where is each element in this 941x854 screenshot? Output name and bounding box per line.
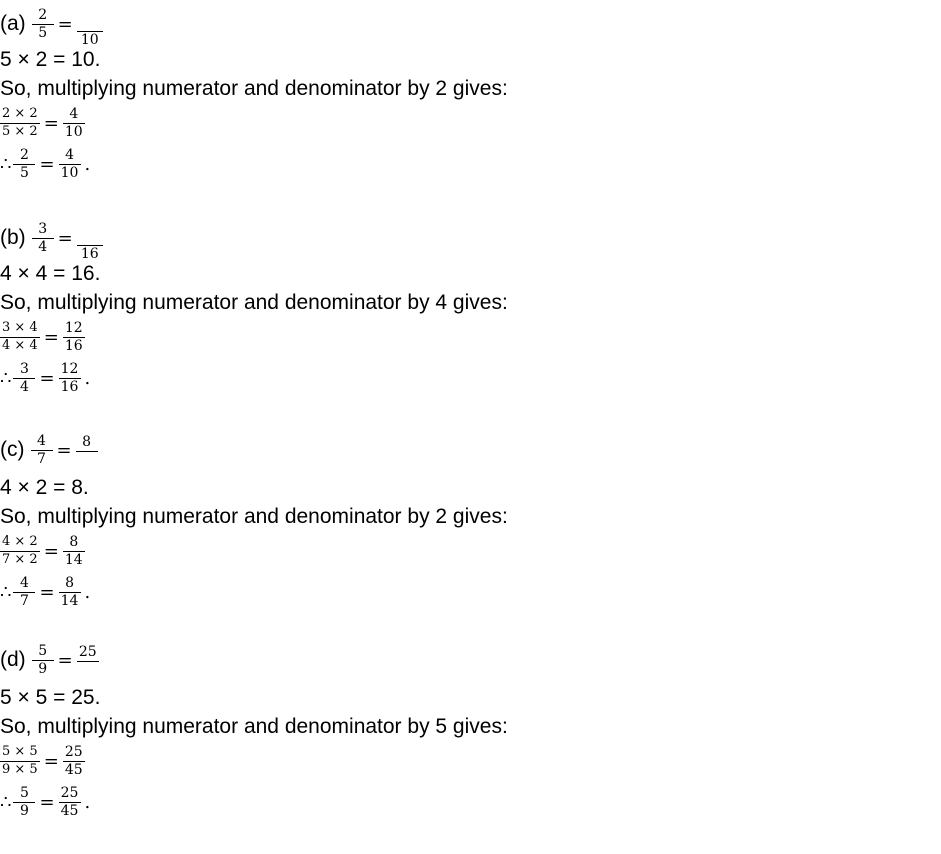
numerator: 12 [59, 361, 81, 379]
conclusion-fraction [13, 147, 35, 182]
work-line [0, 741, 85, 781]
denominator: 45 [60, 802, 79, 819]
denominator: 16 [64, 337, 83, 354]
denominator: 10 [80, 31, 99, 48]
explanation-line: So, multiplying numerator and denominator by 2 gives: [0, 77, 508, 100]
denominator: 5 × 2 [2, 123, 38, 139]
equals-sign: = [43, 750, 59, 772]
conclusion-fraction [13, 785, 35, 820]
numerator: 2 [32, 7, 54, 25]
denominator: 4 × 4 [2, 337, 38, 353]
conclusion-fraction [13, 575, 35, 610]
work-fraction [0, 744, 40, 779]
work-fraction [0, 106, 40, 141]
denominator: 7 [19, 592, 29, 609]
result-fraction [59, 361, 81, 396]
part-d [0, 638, 620, 828]
result-fraction [59, 147, 81, 182]
question-fraction [31, 433, 53, 468]
numerator-blank [77, 228, 103, 246]
product-line: 4 × 4 = 16. [0, 262, 101, 285]
explanation-line: So, multiplying numerator and denominator by 5 gives: [0, 715, 508, 738]
part-label: (d) [0, 648, 26, 671]
equals-sign: = [43, 326, 59, 348]
equals-sign: = [39, 367, 55, 389]
equals-sign: = [57, 227, 73, 249]
equals-sign: = [43, 112, 59, 134]
part-label: (b) [0, 226, 26, 249]
denominator: 10 [60, 164, 79, 181]
end-period: . [84, 367, 91, 389]
part-label: (c) [0, 438, 25, 461]
numerator: 4 [59, 147, 81, 165]
work-line [0, 531, 85, 571]
numerator: 4 [13, 575, 35, 593]
equals-sign: = [43, 540, 59, 562]
equals-sign: = [57, 13, 73, 35]
part-b [0, 214, 620, 404]
numerator: 12 [63, 320, 85, 338]
denominator: 5 [38, 24, 48, 41]
work-line [0, 317, 85, 357]
result-fraction [59, 785, 81, 820]
numerator: 5 [13, 785, 35, 803]
equals-sign: = [39, 581, 55, 603]
therefore-symbol: ∴ [0, 791, 12, 813]
numerator: 3 × 4 [0, 320, 40, 338]
product-line: 4 × 2 = 8. [0, 476, 89, 499]
numerator: 8 [59, 575, 81, 593]
numerator: 3 [13, 361, 35, 379]
part-label: (a) [0, 12, 26, 35]
therefore-symbol: ∴ [0, 367, 12, 389]
result-fraction [63, 320, 85, 355]
question-line [0, 640, 99, 680]
question-line [0, 4, 103, 48]
denominator: 7 [37, 450, 46, 467]
denominator: 14 [60, 592, 79, 609]
work-line [0, 103, 85, 143]
numerator: 3 [32, 221, 54, 239]
conclusion-fraction [13, 361, 35, 396]
part-c [0, 428, 620, 618]
end-period: . [84, 153, 91, 175]
numerator: 4 × 2 [0, 534, 40, 552]
equals-sign: = [39, 791, 55, 813]
product-line: 5 × 2 = 10. [0, 48, 101, 71]
product-line: 5 × 5 = 25. [0, 686, 101, 709]
explanation-line: So, multiplying numerator and denominator by 4 gives: [0, 291, 508, 314]
denominator: 16 [80, 245, 99, 262]
numerator: 5 × 5 [0, 744, 40, 762]
denominator: 9 [38, 660, 48, 677]
denominator: 10 [64, 123, 83, 140]
equals-sign: = [39, 153, 55, 175]
conclusion-line [0, 358, 90, 398]
explanation-line: So, multiplying numerator and denominator by 2 gives: [0, 505, 508, 528]
blank-fraction [77, 644, 99, 662]
conclusion-line [0, 144, 90, 184]
numerator: 2 [13, 147, 35, 165]
numerator: 5 [32, 643, 54, 661]
question-line [0, 218, 103, 262]
numerator: 4 [31, 433, 53, 451]
work-fraction [0, 320, 40, 355]
work-fraction [0, 534, 40, 569]
numerator: 25 [63, 744, 85, 762]
denominator: 4 [19, 378, 29, 395]
end-period: . [84, 581, 91, 603]
blank-fraction [76, 434, 98, 452]
numerator: 2 × 2 [0, 106, 40, 124]
question-fraction [32, 221, 54, 256]
result-fraction [63, 106, 85, 141]
blank-fraction [77, 228, 103, 263]
blank-fraction [77, 14, 103, 49]
numerator: 25 [59, 785, 81, 803]
numerator: 25 [77, 644, 99, 662]
therefore-symbol: ∴ [0, 581, 12, 603]
denominator: 9 [19, 802, 29, 819]
question-line [0, 430, 98, 470]
therefore-symbol: ∴ [0, 153, 12, 175]
denominator: 16 [60, 378, 79, 395]
conclusion-line [0, 782, 90, 822]
equals-sign: = [56, 439, 72, 461]
question-fraction [32, 643, 54, 678]
numerator-blank [77, 14, 103, 32]
denominator: 14 [64, 551, 83, 568]
numerator: 8 [63, 534, 85, 552]
conclusion-line [0, 572, 90, 612]
question-fraction [32, 7, 54, 42]
equals-sign: = [57, 649, 73, 671]
result-fraction [59, 575, 81, 610]
result-fraction [63, 744, 85, 779]
result-fraction [63, 534, 85, 569]
end-period: . [84, 791, 91, 813]
denominator: 4 [38, 238, 48, 255]
part-a [0, 0, 620, 190]
numerator: 8 [76, 434, 98, 452]
numerator: 4 [63, 106, 85, 124]
denominator: 45 [64, 761, 83, 778]
denominator: 7 × 2 [2, 551, 38, 567]
denominator: 5 [19, 164, 29, 181]
denominator: 9 × 5 [2, 761, 38, 777]
